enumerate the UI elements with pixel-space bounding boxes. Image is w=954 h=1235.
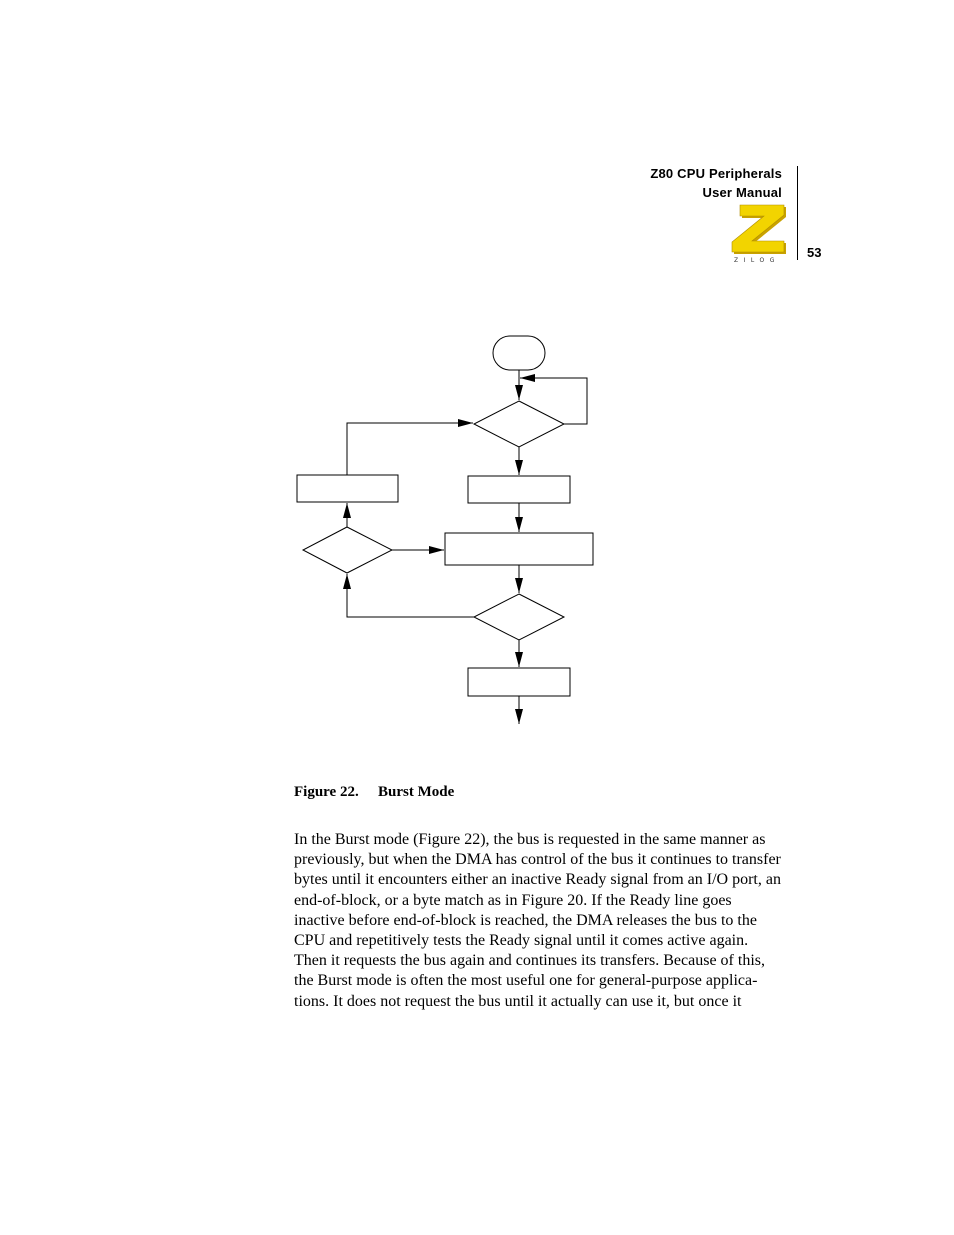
manual-subtitle: User Manual [702,185,782,200]
arrow-left-box-to-top-decision [347,423,473,475]
bottom-decision-diamond [474,594,564,640]
body-paragraph [294,830,814,1012]
body-line: In the Burst mode (Figure 22), the bus is requested in the same manner as [294,831,766,848]
header-divider [797,166,798,260]
wide-process-box [445,533,593,565]
burst-mode-flowchart [290,330,600,730]
zilog-logo [728,203,788,265]
body-line: CPU and repetitively tests the Ready signal until it comes active again. [294,931,749,949]
manual-title: Z80 CPU Peripherals [650,166,782,181]
end-process-box [468,668,570,696]
left-decision-diamond [303,527,392,573]
zilog-z-mark [732,205,784,252]
running-header [650,164,782,202]
figure-title: Burst Mode [378,784,455,800]
body-line: inactive before end-of-block is reached, the DMA releases the bus to the [294,911,757,929]
body-line: end-of-block, or a byte match as in Figure 20. If the Ready line goes [294,891,732,909]
body-line: bytes until it encounters either an inactive Ready signal from an I/O port, an [294,871,781,889]
page-number: 53 [807,245,822,260]
figure-caption [294,783,455,801]
center-process-box [468,476,570,503]
body-line: previously, but when the DMA has control of the bus it continues to transfer [294,851,781,869]
figure-label: Figure 22. [294,784,359,800]
top-decision-diamond [474,401,564,447]
left-process-box [297,475,398,502]
zilog-wordmark: ZILOG [734,257,780,264]
body-line: tions. It does not request the bus until it actually can use it, but once it [294,992,742,1010]
body-line: the Burst mode is often the most useful one for general-purpose applica- [294,972,758,990]
body-line: Then it requests the bus again and continues its transfers. Because of this, [294,952,765,970]
arrow-bottom-decision-to-left-decision [347,574,474,617]
start-terminal [493,336,545,370]
